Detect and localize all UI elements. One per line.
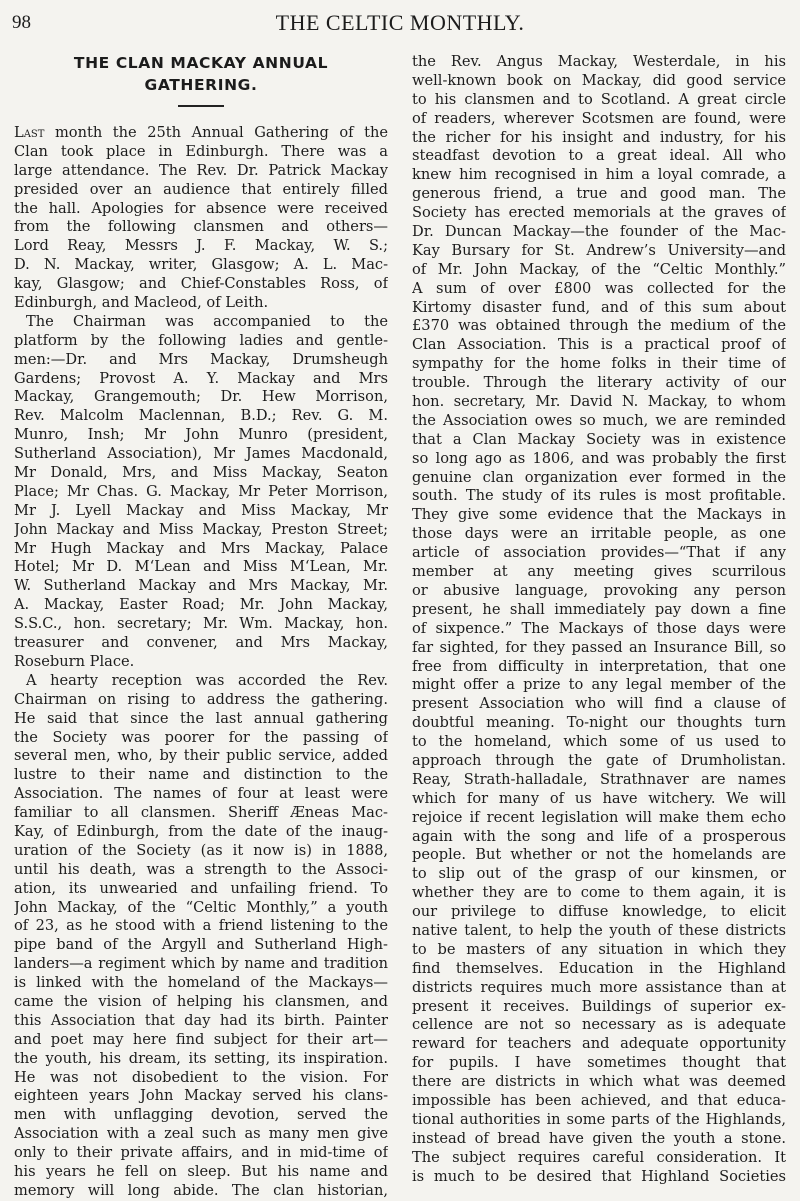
text-line: generous friend, a true and good man. The [412, 185, 786, 203]
text-line: eighteen years John Mackay served his clans- [14, 1087, 388, 1105]
text-line: so long ago as 1806, and was probably the first [412, 449, 786, 467]
text-line: They give some evidence that the Mackays in [412, 506, 786, 524]
text-line: to the homeland, which some of us used to [412, 733, 786, 751]
text-line: men with unflagging devotion, served the [14, 1106, 388, 1124]
text-line: A sum of over £800 was collected for the [412, 279, 786, 297]
text-line: free from difficulty in interpretation, that one [412, 657, 786, 675]
text-line: A hearty reception was accorded the Rev. [26, 671, 388, 689]
text-line: districts requires much more assistance than at [412, 978, 786, 996]
text-line: approach through the gate of Drumholistan. [412, 751, 786, 769]
text-line: is much to be desired that Highland Societies [412, 1167, 786, 1185]
text-line: memory will long abide. The clan historian, [14, 1181, 388, 1199]
text-line: the richer for his insight and industry, for his [412, 128, 786, 146]
text-line: Reay, Strath-halladale, Strathnaver are names [412, 770, 786, 788]
text-line: and poet may here find subject for their art— [14, 1030, 388, 1048]
text-line: Gardens; Provost A. Y. Mackay and Mrs [14, 369, 388, 387]
text-line: those days were an irritable people, as one [412, 525, 786, 543]
text-line: Last month the 25th Annual Gathering of the [14, 124, 388, 141]
text-line: our privilege to diffuse knowledge, to elicit [412, 903, 786, 921]
text-line: steadfast devotion to a great ideal. All who [412, 147, 786, 165]
text-line: Association with a zeal such as many men give [14, 1125, 388, 1143]
text-line: W. Sutherland Mackay and Mrs Mackay, Mr. [14, 577, 388, 595]
text-line: is linked with the homeland of the Mackays— [14, 974, 388, 992]
text-line: Association. The names of four at least were [14, 785, 388, 803]
article-title [14, 52, 388, 96]
text-line: might offer a prize to any legal member of the [412, 676, 786, 694]
text-line: S.S.C., hon. secretary; Mr. Wm. Mackay, hon. [14, 615, 388, 633]
text-line: genuine clan organization ever formed in the [412, 468, 786, 486]
text-line: from the following clansmen and others— [14, 218, 388, 236]
text-line: of 23, as he stood with a friend listening to the [14, 917, 388, 935]
text-line: rejoice if recent legislation will make them echo [412, 808, 786, 826]
text-line: Mr J. Lyell Mackay and Miss Mackay, Mr [14, 501, 388, 519]
text-line: Hotel; Mr D. M‘Lean and Miss M‘Lean, Mr. [14, 558, 388, 576]
text-line: The Chairman was accompanied to the [26, 312, 388, 330]
text-line: Rev. Malcolm Maclennan, B.D.; Rev. G. M. [14, 407, 388, 425]
text-line: instead of bread have given the youth a stone. [412, 1129, 786, 1147]
text-line: men:—Dr. and Mrs Mackay, Drumsheugh [14, 350, 388, 368]
text-line: John Mackay, of the “Celtic Monthly,” a youth [14, 898, 388, 916]
text-line: article of association provides—“That if any [412, 544, 786, 562]
text-line: several men, who, by their public service, added [14, 747, 388, 765]
text-line: pipe band of the Argyll and Sutherland High- [14, 936, 388, 954]
text-line: familiar to all clansmen. Sheriff Æneas Mac- [14, 804, 388, 822]
text-line: of sixpence.” The Mackays of those days were [412, 619, 786, 637]
text-line: present it receives. Buildings of superior ex- [412, 997, 786, 1015]
text-line: Roseburn Place. [14, 652, 135, 670]
text-line: south. The study of its rules is most profitable. [412, 487, 786, 505]
text-line: to be masters of any situation in which they [412, 940, 786, 958]
article-title-line-2: GATHERING. [144, 76, 258, 94]
text-line: Mr Donald, Mrs, and Miss Mackay, Seaton [14, 464, 388, 482]
page-number: 98 [12, 12, 31, 33]
text-line: came the vision of helping his clansmen, and [14, 992, 388, 1010]
text-line: Munro, Insh; Mr John Munro (president, [14, 426, 388, 444]
text-line: treasurer and convener, and Mrs Mackay, [14, 634, 388, 652]
text-line: Mackay, Grangemouth; Dr. Hew Morrison, [14, 388, 388, 406]
text-line: whether they are to come to them again, it is [412, 884, 786, 902]
text-line: John Mackay and Miss Mackay, Preston Street; [14, 520, 388, 538]
text-line: until his death, was a strength to the Associ- [14, 860, 388, 878]
left-column-text [14, 124, 388, 1201]
text-line: member at any meeting gives scurrilous [412, 563, 786, 581]
text-line: kay, Glasgow; and Chief-Constables Ross, of [14, 275, 388, 293]
text-line: for pupils. I have sometimes thought that [412, 1054, 786, 1072]
text-line: which for many of us have witchery. We will [412, 789, 786, 807]
text-line: He was not disobedient to the vision. For [14, 1068, 388, 1086]
running-head: THE CELTIC MONTHLY. [275, 10, 525, 35]
text-line: cellence are not so necessary as is adequate [412, 1016, 786, 1034]
opening-word: Last [14, 124, 45, 141]
left-column [14, 52, 388, 1201]
text-line: of readers, wherever Scotsmen are found, were [412, 109, 786, 127]
text-line: He said that since the last annual gathering [14, 709, 388, 727]
text-line: £370 was obtained through the medium of the [412, 317, 786, 335]
text-line: uration of the Society (as it now is) in 1888, [14, 841, 388, 859]
text-line: the Rev. Angus Mackay, Westerdale, in his [412, 53, 786, 70]
text-line: doubtful meaning. To-night our thoughts turn [412, 714, 786, 732]
text-line: present Association who will find a clause of [412, 695, 786, 713]
text-line: Kay Bursary for St. Andrew’s University—and [412, 241, 786, 259]
text-line: large attendance. The Rev. Dr. Patrick Mackay [14, 161, 388, 179]
text-line: ation, its unwearied and unfailing friend. To [14, 879, 388, 897]
text-line: The subject requires careful consideration. It [412, 1148, 786, 1166]
text-line: people. But whether or not the homelands are [412, 846, 786, 864]
right-column [412, 53, 786, 1186]
text-line: the Association owes so much, we are reminded [412, 411, 786, 429]
text-line: native talent, to help the youth of these districts [412, 921, 786, 939]
text-line: Clan Association. This is a practical proof of [412, 336, 786, 354]
text-line: only to their private affairs, and in mid-time of [14, 1144, 388, 1162]
text-line: reward for teachers and adequate opportunity [412, 1035, 786, 1053]
text-line: Kay, of Edinburgh, from the date of the inaug- [14, 822, 388, 840]
text-line: present, he shall immediately pay down a fine [412, 600, 786, 618]
text-line: landers—a regiment which by name and tradition [14, 955, 388, 973]
text-line: Chairman on rising to address the gathering. [14, 690, 388, 708]
text-line: A. Mackay, Easter Road; Mr. John Mackay, [14, 596, 388, 614]
text-line: there are districts in which what was deemed [412, 1073, 786, 1091]
text-line: D. N. Mackay, writer, Glasgow; A. L. Mac- [14, 256, 388, 274]
text-line: this Association that day had its birth. Painter [14, 1011, 388, 1029]
text-line: hon. secretary, Mr. David N. Mackay, to whom [412, 393, 786, 411]
text-line: Dr. Duncan Mackay—the founder of the Mac- [412, 223, 786, 241]
text-line: Kirtomy disaster fund, and of this sum about [412, 298, 786, 316]
title-rule [178, 105, 224, 107]
text-line: Place; Mr Chas. G. Mackay, Mr Peter Morrison, [14, 482, 388, 500]
text-line: trouble. Through the literary activity of our [412, 374, 786, 392]
text-line: to his clansmen and to Scotland. A great circle [412, 90, 786, 108]
text-line: again with the song and life of a prosperous [412, 827, 786, 845]
text-line: the youth, his dream, its setting, its inspiration. [14, 1049, 388, 1067]
text-line: the hall. Apologies for absence were received [14, 199, 388, 217]
text-line: lustre to their name and distinction to the [14, 766, 388, 784]
text-line: or abusive language, provoking any person [412, 581, 786, 599]
text-line: Clan took place in Edinburgh. There was a [14, 142, 388, 160]
right-column-text [412, 53, 786, 1186]
text-line: of Mr. John Mackay, of the “Celtic Monthly.” [412, 260, 786, 278]
text-line: his years he fell on sleep. But his name and [14, 1162, 388, 1180]
text-line: find themselves. Education in the Highland [412, 959, 786, 977]
text-line: presided over an audience that entirely filled [14, 180, 388, 198]
text-line: the Society was poorer for the passing of [14, 728, 388, 746]
text-line: well-known book on Mackay, did good service [412, 71, 786, 89]
text-line: Edinburgh, and Macleod, of Leith. [14, 294, 269, 312]
text-line: Lord Reay, Messrs J. F. Mackay, W. S.; [14, 237, 388, 255]
text-line: Society has erected memorials at the graves of [412, 204, 786, 222]
article-title-line-1: THE CLAN MACKAY ANNUAL [73, 54, 329, 72]
text-line: platform by the following ladies and gentle- [14, 331, 388, 349]
text-line: that a Clan Mackay Society was in existence [412, 430, 786, 448]
text-line: to slip out of the grasp of our kinsmen, or [412, 865, 786, 883]
text-line: far sighted, for they passed an Insurance Bill, so [412, 638, 786, 656]
text-line: sympathy for the home folks in their time of [412, 355, 786, 373]
text-line: knew him recognised in him a loyal comrade, a [412, 166, 786, 184]
text-line: impossible has been achieved, and that educa- [412, 1091, 786, 1109]
text-line: tional authorities in some parts of the Highlands, [412, 1110, 786, 1128]
text-line: Mr Hugh Mackay and Mrs Mackay, Palace [14, 539, 388, 557]
text-line: Sutherland Association), Mr James Macdonald, [14, 445, 388, 463]
